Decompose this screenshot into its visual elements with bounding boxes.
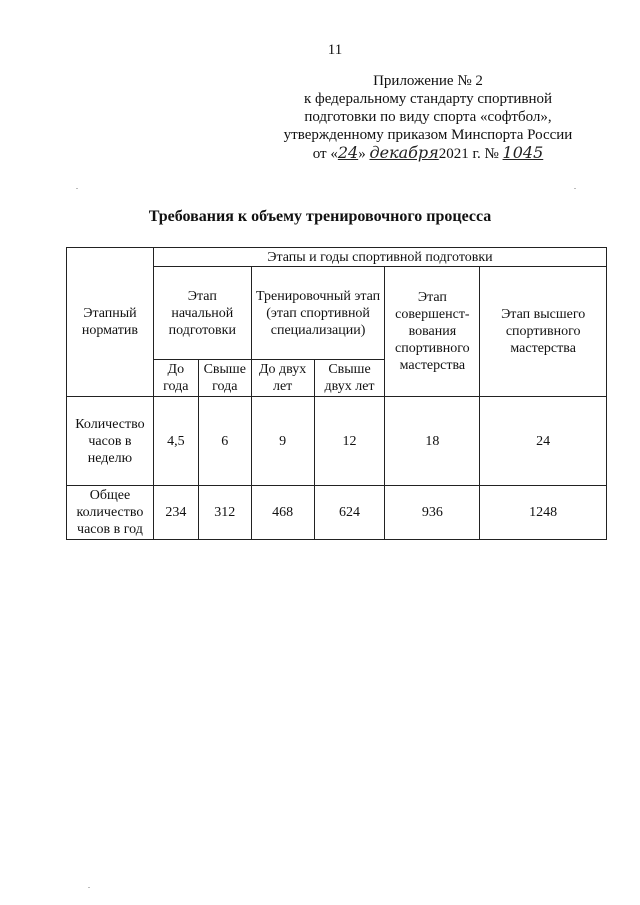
header-norm: Этапный норматив (67, 248, 154, 397)
header-stages-group: Этапы и годы спортивной подготовки (153, 248, 606, 267)
appendix-line-4: утвержденному приказом Минспорта России (283, 127, 573, 143)
table-cell: 6 (198, 397, 251, 486)
appendix-line-1: Приложение № 2 (373, 73, 483, 89)
appendix-line-2: к федеральному стандарту спортивной (303, 91, 553, 107)
table-row (67, 486, 607, 540)
page-number: 11 (327, 42, 343, 58)
header-initial-sub-2: Свыше года (198, 360, 251, 397)
table-cell: 1248 (480, 486, 607, 540)
appendix-date-line (268, 144, 588, 163)
document-title: Требования к объему тренировочного процесса (148, 208, 492, 225)
scan-speck (76, 188, 78, 189)
handwritten-order-number: 1045 (502, 143, 544, 162)
table-cell: 9 (251, 397, 314, 486)
table-row (67, 397, 607, 486)
table-cell: 12 (314, 397, 385, 486)
table-cell: 312 (198, 486, 251, 540)
scan-speck (88, 887, 90, 888)
table-cell: 4,5 (153, 397, 198, 486)
row-label: Общее количество часов в год (67, 486, 154, 540)
table-cell: 624 (314, 486, 385, 540)
date-suffix: 2021 г. № (438, 146, 503, 162)
appendix-line-3: подготовки по виду спорта «софтбол», (304, 109, 552, 125)
row-label: Количество часов в неделю (67, 397, 154, 486)
date-mid: » (358, 146, 370, 162)
header-stage-training: Тренировочный этап (этап спортивной специализации) (251, 267, 385, 360)
header-training-sub-2: Свыше двух лет (314, 360, 385, 397)
header-stage-improvement: Этап совершенст-вования спортивного мастерства (385, 267, 480, 397)
table-cell: 936 (385, 486, 480, 540)
handwritten-day: 24 (337, 143, 359, 162)
handwritten-month: декабря (369, 143, 439, 162)
table-cell: 24 (480, 397, 607, 486)
scan-speck (574, 188, 576, 189)
header-stage-initial: Этап начальной подготовки (153, 267, 251, 360)
table-cell: 468 (251, 486, 314, 540)
requirements-table (66, 247, 607, 540)
date-prefix: от « (312, 146, 338, 162)
appendix-block (268, 72, 588, 163)
table-cell: 234 (153, 486, 198, 540)
table-cell: 18 (385, 397, 480, 486)
header-training-sub-1: До двух лет (251, 360, 314, 397)
header-stage-higher: Этап высшего спортивного мастерства (480, 267, 607, 397)
header-initial-sub-1: До года (153, 360, 198, 397)
